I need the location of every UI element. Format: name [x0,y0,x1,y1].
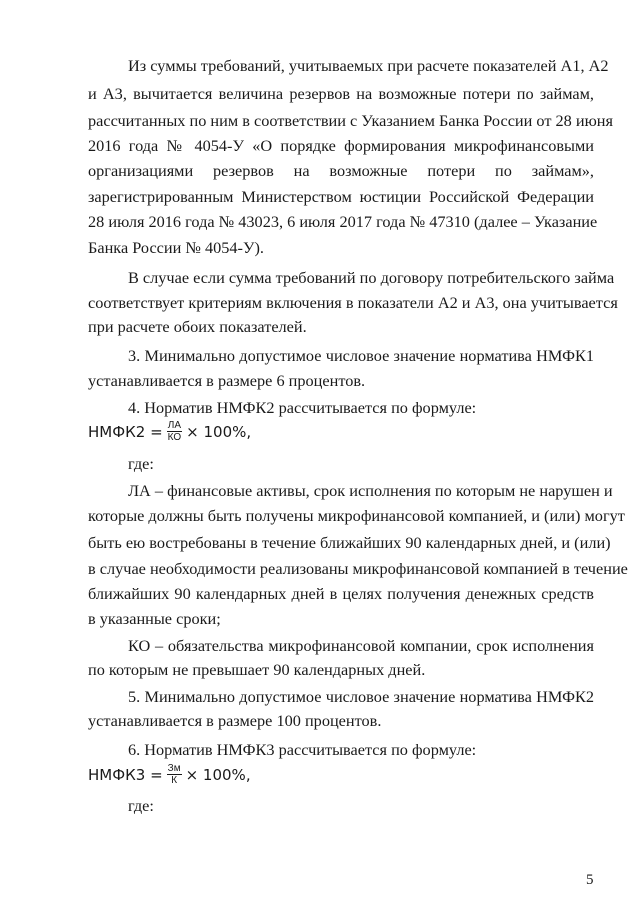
paragraph-3-line-2: устанавливается в размере 6 процентов. [88,371,366,390]
formula-nmfk3-where: где: [128,796,154,815]
paragraph-2-line-1: В случае если сумма требований по договору потребительского займа [128,268,615,287]
formula-nmfk3 [88,763,251,786]
paragraph-5-line-6: в указанные сроки; [88,609,221,628]
formula-nmfk3-fraction [167,763,182,786]
formula-nmfk2-denominator: КО [167,432,182,443]
paragraph-1-line-6: зарегистрированным Министерством юстиции Российской Федерации [88,187,594,206]
paragraph-5-line-5: ближайших 90 календарных дней в целях получения денежных средств [88,584,594,603]
formula-nmfk3-denominator: К [171,775,178,786]
paragraph-5-line-1: ЛА – финансовые активы, срок исполнения по которым не нарушен и [128,481,613,500]
paragraph-2-line-3: при расчете обоих показателей. [88,317,307,336]
paragraph-1-line-8: Банка России № 4054-У). [88,238,265,257]
page-number: 5 [586,872,594,888]
paragraph-7-line-2: устанавливается в размере 100 процентов. [88,711,382,730]
paragraph-1-line-5: организациями резервов на возможные потери по займам», [88,161,594,180]
paragraph-6-line-2: по которым не превышает 90 календарных дней. [88,660,426,679]
paragraph-7-line-1: 5. Минимально допустимое числовое значение норматива НМФК2 [128,687,594,706]
formula-nmfk2-rhs: × 100%, [186,422,252,441]
paragraph-1-line-1: Из суммы требований, учитываемых при расчете показателей А1, А2 [128,56,609,75]
formula-nmfk2-where: где: [128,454,154,473]
paragraph-5-line-2: которые должны быть получены микрофинансовой компанией, и (или) могут [88,506,625,525]
formula-nmfk2 [88,420,251,443]
formula-nmfk2-lhs: НМФК2 = [88,422,163,441]
paragraph-1-line-4: 2016 года № 4054-У «О порядке формирования микрофинансовыми [88,136,594,155]
formula-nmfk2-numerator: ЛА [167,420,182,431]
paragraph-8-line-1: 6. Норматив НМФК3 рассчитывается по формуле: [128,740,477,759]
paragraph-5-line-3: быть ею востребованы в течение ближайших 90 календарных дней, и (или) [88,533,611,552]
paragraph-4-line-1: 4. Норматив НМФК2 рассчитывается по формуле: [128,398,477,417]
paragraph-6-line-1: КО – обязательства микрофинансовой компании, срок исполнения [128,636,594,655]
formula-nmfk3-rhs: × 100%, [185,765,251,784]
paragraph-5-line-4: в случае необходимости реализованы микрофинансовой компанией в течение [88,559,628,578]
paragraph-1-line-2: и А3, вычитается величина резервов на возможные потери по займам, [88,84,594,103]
paragraph-3-line-1: 3. Минимально допустимое числовое значение норматива НМФК1 [128,346,594,365]
formula-nmfk2-fraction [167,420,183,443]
paragraph-1-line-7: 28 июля 2016 года № 43023, 6 июля 2017 года № 47310 (далее – Указание [88,212,598,231]
paragraph-2-line-2: соответствует критериям включения в показатели А2 и А3, она учитывается [88,293,618,312]
formula-nmfk3-numerator: Зм [167,763,181,774]
paragraph-1-line-3: рассчитанных по ним в соответствии с Указанием Банка России от 28 июня [88,111,613,130]
formula-nmfk3-lhs: НМФК3 = [88,765,163,784]
